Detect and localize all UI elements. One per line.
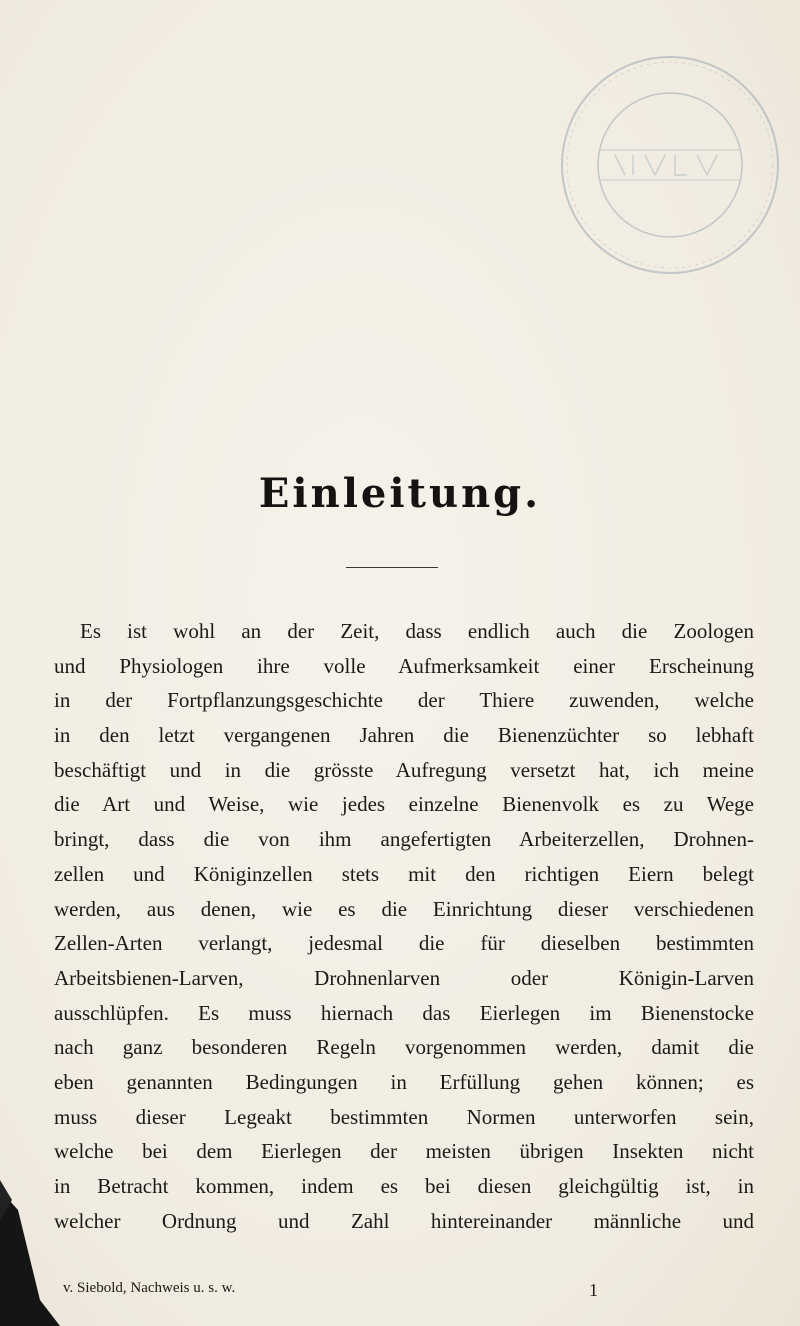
text-line: beschäftigt und in die grösste Aufregung versetzt hat, ich meine — [54, 757, 754, 782]
text-line: werden, aus denen, wie es die Einrichtung dieser verschiedenen — [54, 896, 754, 921]
body-paragraph — [54, 614, 754, 1238]
text-line: bringt, dass die von ihm angefertigten Arbeiterzellen, Drohnen- — [54, 827, 754, 852]
text-line: ausschlüpfen. Es muss hiernach das Eierlegen im Bienenstocke — [54, 1000, 754, 1025]
text-line: welcher Ordnung und Zahl hintereinander männliche und — [54, 1208, 754, 1233]
footer-signature: v. Siebold, Nachweis u. s. w. — [63, 1280, 236, 1296]
text-line: in Betracht kommen, indem es bei diesen gleichgültig ist, in — [54, 1174, 754, 1198]
text-line: eben genannten Bedingungen in Erfüllung gehen können; es — [54, 1069, 754, 1094]
title-divider — [346, 567, 438, 568]
text-line: die Art und Weise, wie jedes einzelne Bienenvolk es zu Wege — [54, 792, 754, 817]
page-number: 1 — [589, 1280, 598, 1300]
text-line: nach ganz besonderen Regeln vorgenommen werden, damit die — [54, 1035, 754, 1060]
text-line: Zellen-Arten verlangt, jedesmal die für dieselben bestimmten — [54, 931, 754, 956]
text-line: welche bei dem Eierlegen der meisten übrigen Insekten nicht — [54, 1139, 754, 1164]
page-edge-shadow — [0, 1150, 60, 1326]
text-line: Arbeitsbienen-Larven, Drohnenlarven oder Königin-Larven — [54, 965, 754, 990]
text-line: in den letzt vergangenen Jahren die Bienenzüchter so lebhaft — [54, 723, 754, 748]
page-footer — [63, 1280, 598, 1304]
text-line: Es ist wohl an der Zeit, dass endlich auch die Zoologen — [80, 619, 754, 643]
text-line: muss dieser Legeakt bestimmten Normen unterworfen sein, — [54, 1104, 754, 1129]
text-line: und Physiologen ihre volle Aufmerksamkeit einer Erscheinung — [54, 653, 754, 678]
text-line: zellen und Königinzellen stets mit den richtigen Eiern belegt — [54, 861, 754, 886]
text-line: in der Fortpflanzungsgeschichte der Thiere zuwenden, welche — [54, 688, 754, 713]
library-stamp-icon — [555, 50, 785, 280]
chapter-title: Einleitung. — [258, 470, 542, 517]
